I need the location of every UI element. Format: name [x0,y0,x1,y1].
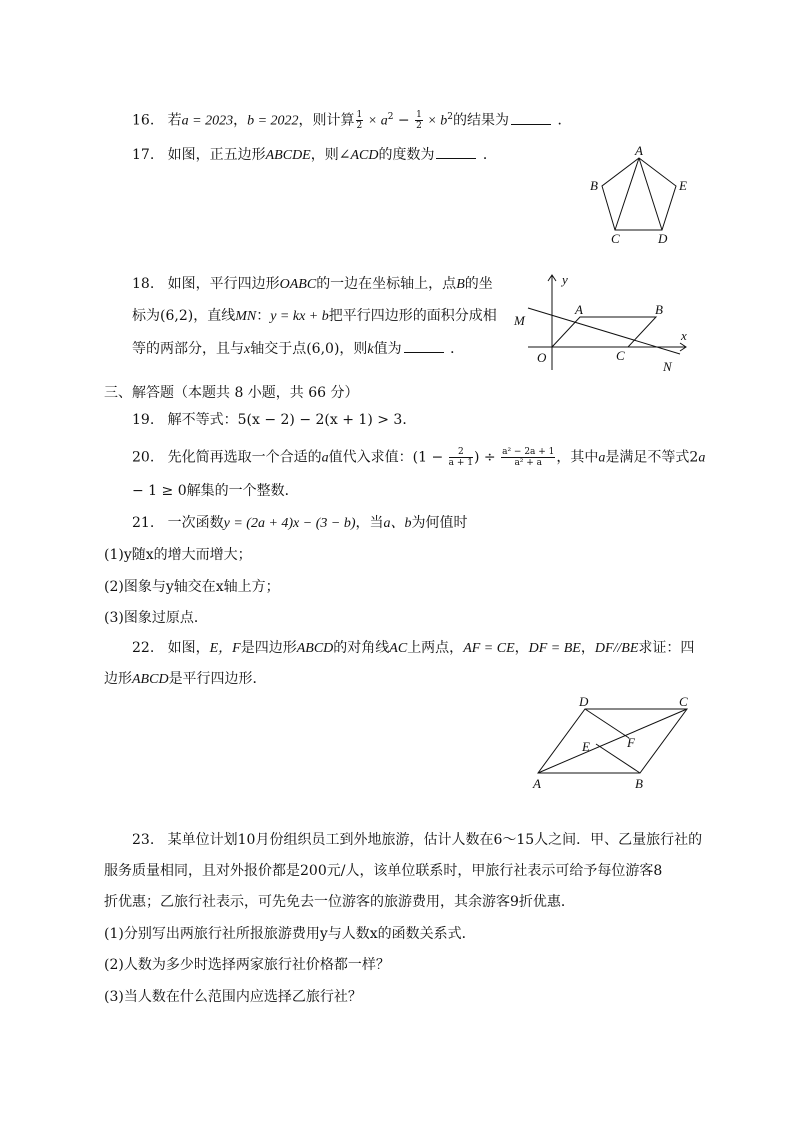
question-23-line-2: 服务质量相同，且对外报价都是200元/人，该单位联系时，甲旅行社表示可给予每位游客8 [104,863,663,879]
question-22-line-2: 边形ABCD是平行四边形． [104,671,267,687]
label-y: y [562,272,568,287]
question-number: 21. [132,515,155,531]
question-16: 16. 若a = 2023，b = 2022，则计算 $\frac{1}{2}$ × $a^2$ − $\frac{1}{2}$ × $b^2$的结果为 ． [132,110,572,132]
question-22-line-1: 22. 如图，E，F是四边形ABCD的对角线AC上两点，AF = CE，DF = BE，DF//BE求证：四 [132,640,695,656]
question-21-item-1: (1)y随x的增大而增大； [104,547,252,563]
answer-blank[interactable] [511,110,551,125]
quadrilateral-figure [525,692,697,792]
fraction: $\frac{\text{a² − 2a + 1}}{\text{a² + a}}$ [502,447,555,468]
coordinate-figure [508,270,694,376]
segment-df [585,709,629,738]
question-21-item-2: (2)图象与y轴交在x轴上方； [104,579,280,595]
label-d: D [658,231,668,246]
label-c: C [611,231,620,246]
question-18-line-3: 等的两部分，且与x轴交于点(6,0)，则k值为 ． [132,338,464,360]
label-d: D [579,694,589,709]
question-23-item-1: (1)分别写出两旅行社所报旅游费用y与人数x的函数关系式． [104,926,476,942]
label-b: B [590,178,598,193]
question-18-line-1: 18. 如图，平行四边形OABC的一边在坐标轴上，点B的坐 [132,276,493,292]
label-f: F [627,735,635,750]
fraction: $\frac{2}{a + 1}$ [448,447,473,468]
question-23-item-3: (3)当人数在什么范围内应选择乙旅行社？ [104,989,362,1005]
label-c: C [679,694,688,709]
question-20-line-1: 20. 先化简再选取一个合适的a值代入求值：(1 − $\frac{2}{a + 1}$ ) ÷ $\frac{\text{a² − 2a + 1}}{\text{a² + a}}$ ，其中a是满足不等式2a [132,447,706,468]
label-e: E [679,178,687,193]
question-number: 17. [132,147,155,163]
question-number: 22. [132,640,155,656]
question-19: 19. 解不等式：5(x − 2) − 2(x + 1) > 3． [132,412,417,428]
question-23-item-2: (2)人数为多少时选择两家旅行社价格都一样？ [104,957,390,973]
label-m: M [514,313,525,328]
answer-blank[interactable] [436,144,476,159]
answer-blank[interactable] [404,338,444,353]
label-b: B [635,776,643,791]
question-23-line-3: 折优惠；乙旅行社表示，可先免去一位游客的旅游费用，其余游客9折优惠． [104,894,575,910]
label-c: C [616,348,625,363]
label-o: O [537,350,547,365]
fraction: $\frac{1}{2}$ [356,110,363,132]
diagonal-ac [615,158,639,230]
label-a: A [635,143,643,158]
label-x: x [681,328,687,343]
label-b: B [655,302,663,317]
question-number: 20. [132,449,155,466]
question-18-line-2: 标为(6,2)，直线MN：y = kx + b把平行四边形的面积分成相 [132,308,497,324]
question-number: 16. [132,112,155,129]
question-21-item-3: (3)图象过原点． [104,610,208,626]
diagonal-ac [538,709,687,773]
question-number: 18. [132,276,155,292]
label-a: A [575,302,583,317]
section-title: 三、解答题（本题共 8 小题，共 66 分） [104,385,359,401]
label-e: E [582,739,590,754]
question-number: 19. [132,412,155,428]
pentagon-shape [602,158,676,230]
question-number: 23. [132,832,155,848]
question-21: 21. 一次函数y = (2a + 4)x − (3 − b)，当a、b为何值时 [132,515,468,531]
question-23-line-1: 23. 某单位计划10月份组织员工到外地旅游，估计人数在6～15人之间．甲、乙量旅行社的 [132,832,703,848]
question-17: 17. 如图，正五边形ABCDE，则∠ACD的度数为 ． [132,144,497,166]
label-a: A [533,776,541,791]
question-20-line-2: − 1 ≥ 0解集的一个整数． [132,483,299,499]
fraction: $\frac{1}{2}$ [416,110,422,132]
diagonal-ad [639,158,662,230]
pentagon-figure [585,142,695,250]
label-n: N [663,359,672,374]
